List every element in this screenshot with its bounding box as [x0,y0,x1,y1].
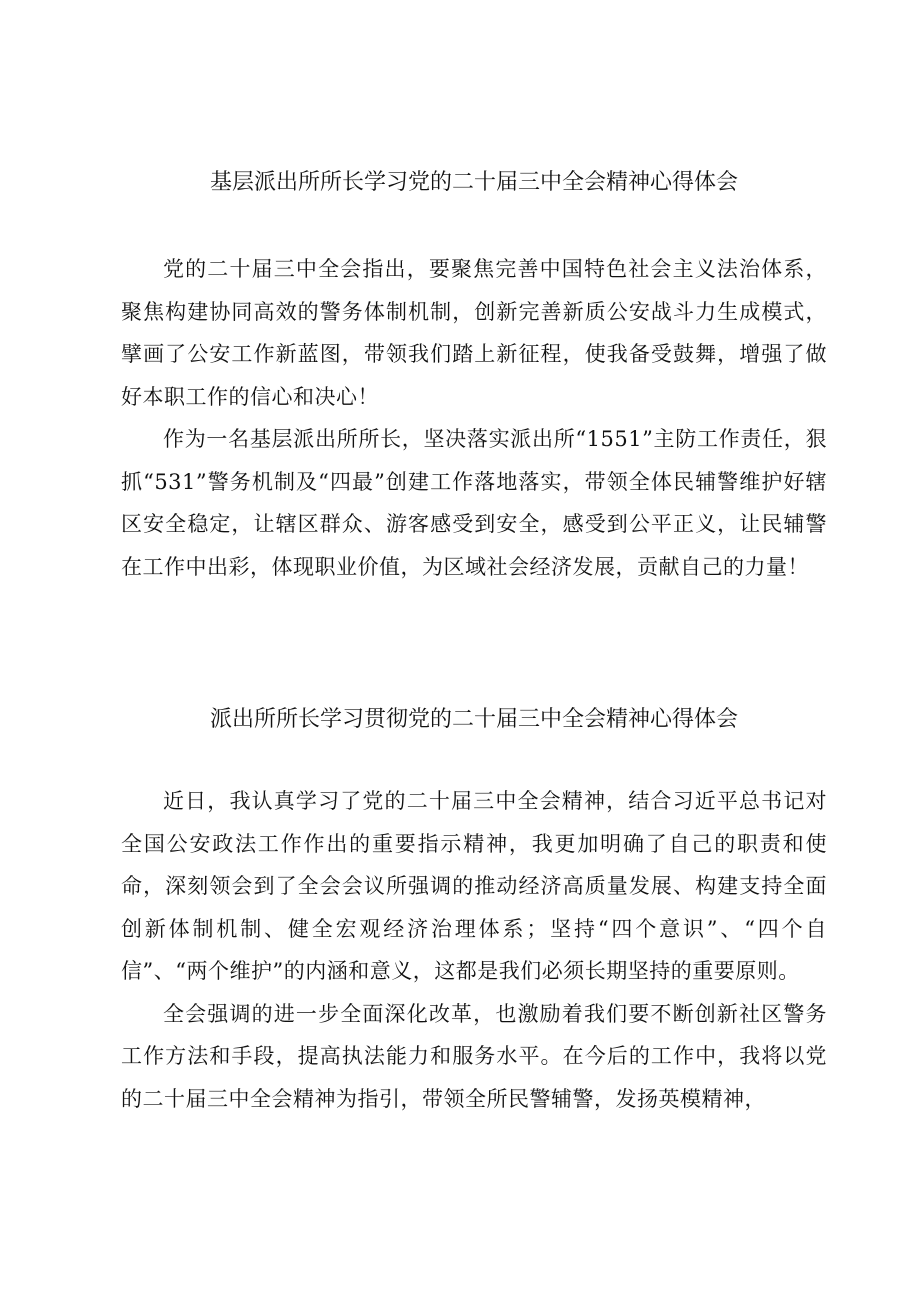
article-1-paragraph-2: 作为一名基层派出所所长，坚决落实派出所“1551”主防工作责任，狠抓“531”警务机制及“四最”创建工作落地落实，带领全体民辅警维护好辖区安全稳定，让辖区群众、游客感受到安全，感受到公平正义，让民辅警在工作中出彩，体现职业价值，为区域社会经济发展，贡献自己的力量！ [121,427,827,579]
article-2-title: 派出所所长学习贯彻党的二十届三中全会精神心得体会 [209,707,738,732]
article-2 [121,700,827,1120]
article-2-paragraph-2: 全会强调的进一步全面深化改革，也激励着我们要不断创新社区警务工作方法和手段，提高执法能力和服务水平。在今后的工作中，我将以党的二十届三中全会精神为指引，带领全所民警辅警，发扬英模精神， [121,1001,827,1111]
article-1-paragraph-1: 党的二十届三中全会指出，要聚焦完善中国特色社会主义法治体系，聚焦构建协同高效的警务体制机制，创新完善新质公安战斗力生成模式，擘画了公安工作新蓝图，带领我们踏上新征程，使我备受鼓舞，增强了做好本职工作的信心和决心！ [121,257,827,409]
article-1-title: 基层派出所所长学习党的二十届三中全会精神心得体会 [209,170,738,195]
article-1 [121,163,827,588]
article-2-paragraph-1: 近日，我认真学习了党的二十届三中全会精神，结合习近平总书记对全国公安政法工作作出的重要指示精神，我更加明确了自己的职责和使命，深刻领会到了全会会议所强调的推动经济高质量发展、构建支持全面创新体制机制、健全宏观经济治理体系；坚持“四个意识”、“四个自信”、“两个维护”的内涵和意义，这都是我们必须长期坚持的重要原则。 [121,789,827,983]
